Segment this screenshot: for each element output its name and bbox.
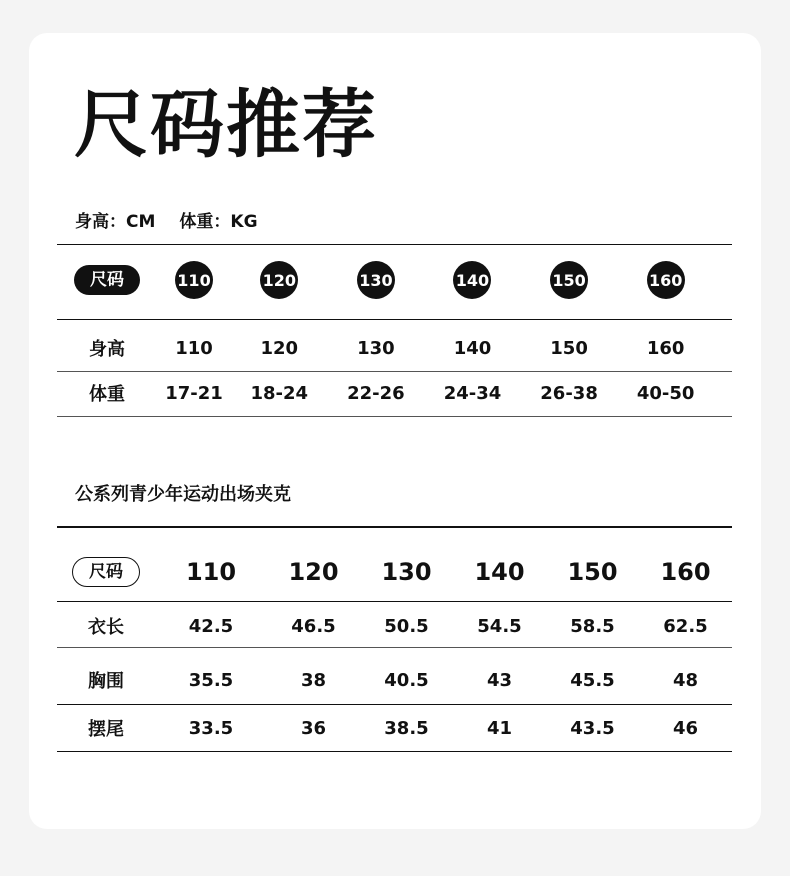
- table2-header-row: [57, 553, 732, 591]
- table-cell: 40-50: [636, 382, 695, 404]
- size-circle: 130: [357, 261, 395, 299]
- table1-top-border: [57, 244, 732, 245]
- table-cell: 48: [672, 669, 699, 691]
- table1-header-row: [57, 261, 732, 299]
- size-header: 150: [567, 558, 618, 586]
- table2-top-border: [57, 526, 732, 528]
- table-cell: 18-24: [250, 382, 309, 404]
- table1-divider: [57, 371, 732, 372]
- table1-size-cell: [521, 261, 618, 299]
- table2-divider: [57, 647, 732, 648]
- table1-size-cell: [424, 261, 521, 299]
- weight-unit: 体重：KG: [179, 212, 258, 232]
- row-label: 胸围: [88, 671, 124, 692]
- table-cell: 38.5: [384, 717, 429, 739]
- table-cell: 140: [453, 337, 492, 359]
- table-cell: 41: [486, 717, 513, 739]
- table-row: [57, 608, 732, 644]
- table1-bottom-border: [57, 416, 732, 417]
- table2-divider: [57, 601, 732, 602]
- table-cell: 33.5: [188, 717, 234, 739]
- row-label: 体重: [89, 384, 125, 405]
- size-header: 120: [288, 558, 339, 586]
- size-circle: 140: [453, 261, 491, 299]
- table-cell: 26-38: [540, 382, 598, 404]
- table1-divider: [57, 319, 732, 320]
- size-label-badge: 尺码: [74, 265, 140, 295]
- table-cell: 160: [646, 337, 685, 359]
- table2-divider: [57, 704, 732, 705]
- table-cell: 62.5: [663, 615, 708, 637]
- table-cell: 120: [260, 337, 299, 359]
- table-cell: 38: [300, 669, 327, 691]
- size-circle: 110: [175, 261, 213, 299]
- table-cell: 42.5: [188, 615, 234, 637]
- size-header: 130: [381, 558, 432, 586]
- size-circle: 160: [647, 261, 685, 299]
- table-cell: 110: [175, 337, 213, 359]
- table-cell: 58.5: [570, 615, 615, 637]
- table-cell: 43: [486, 669, 513, 691]
- page-title: 尺码推荐: [74, 82, 378, 168]
- size-label-badge: 尺码: [72, 557, 140, 587]
- product-subtitle: 公系列青少年运动出场夹克: [75, 484, 291, 505]
- row-label: 摆尾: [88, 719, 124, 740]
- size-circle: 150: [550, 261, 588, 299]
- table2-bottom-border: [57, 751, 732, 752]
- size-circle: 120: [260, 261, 298, 299]
- table-row: [57, 375, 732, 411]
- table-row: [57, 662, 732, 698]
- table-cell: 17-21: [165, 382, 223, 404]
- table-cell: 50.5: [384, 615, 429, 637]
- table-cell: 40.5: [384, 669, 429, 691]
- table2-header-cell: [57, 557, 155, 587]
- table1-size-cell: [231, 261, 328, 299]
- table1-header-cell: [57, 265, 157, 295]
- table-cell: 54.5: [477, 615, 522, 637]
- table-cell: 46: [672, 717, 699, 739]
- table-cell: 35.5: [188, 669, 234, 691]
- row-label: 身高: [89, 339, 125, 360]
- table-cell: 45.5: [570, 669, 615, 691]
- table1-size-cell: [617, 261, 714, 299]
- table-cell: 22-26: [347, 382, 405, 404]
- size-header: 160: [660, 558, 711, 586]
- table-cell: 24-34: [443, 382, 502, 404]
- row-label: 衣长: [88, 617, 124, 638]
- height-unit: 身高：CM: [75, 212, 156, 232]
- table1-size-cell: [328, 261, 425, 299]
- table-cell: 43.5: [570, 717, 615, 739]
- size-header: 110: [185, 558, 237, 586]
- table1-size-cell: [157, 261, 231, 299]
- table-cell: 150: [550, 337, 588, 359]
- units-note: [75, 212, 258, 232]
- size-header: 140: [474, 558, 525, 586]
- table-row: [57, 330, 732, 366]
- table-cell: 36: [300, 717, 327, 739]
- table-cell: 130: [357, 337, 395, 359]
- table-cell: 46.5: [291, 615, 336, 637]
- table-row: [57, 710, 732, 746]
